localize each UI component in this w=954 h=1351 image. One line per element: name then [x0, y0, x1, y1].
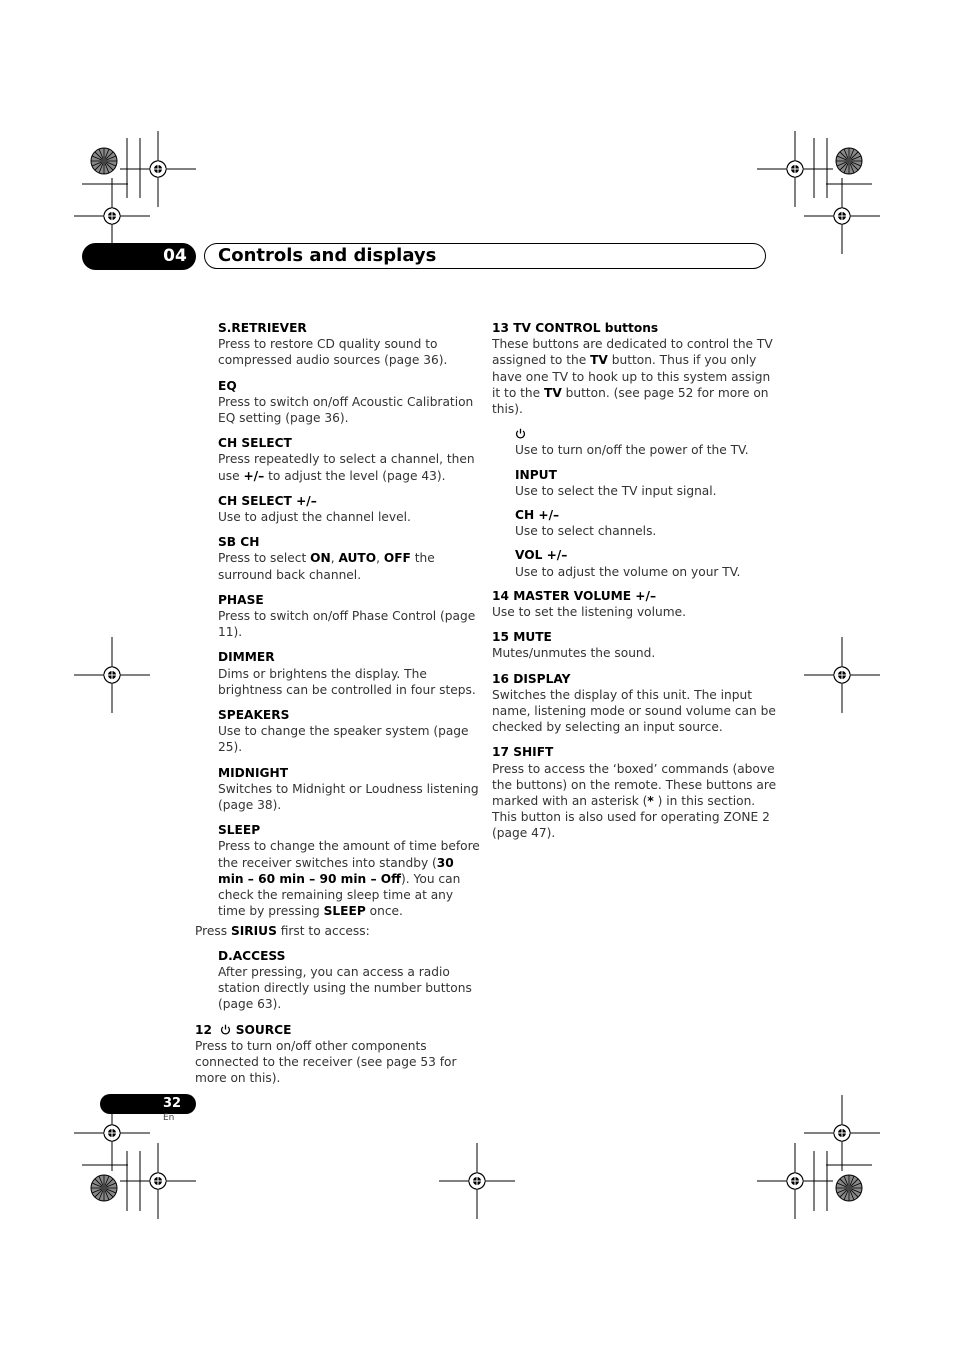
- entry-text: Press repeatedly to select a channel, then use +/– to adjust the level (page 43).: [218, 452, 475, 483]
- page-number: 32: [162, 1096, 182, 1111]
- entry-title: SB CH: [218, 535, 260, 550]
- entry-text: Dims or brightens the display. The brightness can be controlled in four steps.: [218, 666, 476, 697]
- entry-text: Use to select channels.: [515, 524, 657, 539]
- entry-eq: [218, 378, 480, 427]
- right-column: [492, 320, 777, 851]
- entry-title: 17 SHIFT: [492, 745, 554, 760]
- entry-text: These buttons are dedicated to control the TV assigned to the TV button. Thus if you only have one TV to hook up to this system assign it to the TV button. (see page 52 for more on this).: [492, 337, 773, 417]
- entry-tv-control: [492, 320, 777, 417]
- entry-title: 16 DISPLAY: [492, 671, 571, 686]
- entry-ch-select-plus-minus: [218, 493, 480, 525]
- entry-text: Press to change the amount of time before the receiver switches into standby (30 min – 60 min – 90 min – Off). You can check the remaining sleep time at any time by pressing SLEEP once.: [218, 839, 480, 919]
- power-icon: [220, 1024, 231, 1035]
- entry-title: EQ: [218, 378, 237, 393]
- entry-ch-select: [218, 435, 480, 484]
- entry-title: DIMMER: [218, 650, 275, 665]
- entry-text: Press to turn on/off other components connected to the receiver (see page 53 for more on this).: [195, 1038, 457, 1086]
- entry-title: INPUT: [515, 467, 557, 482]
- entry-sretriever: [218, 320, 480, 369]
- entry-shift: [492, 744, 777, 841]
- entry-midnight: [218, 765, 480, 814]
- entry-text: Use to set the listening volume.: [492, 605, 686, 620]
- entry-title: SLEEP: [218, 823, 261, 838]
- page-language: En: [163, 1113, 175, 1123]
- entry-text: Use to adjust the channel level.: [218, 510, 411, 525]
- entry-title: 15 MUTE: [492, 630, 552, 645]
- entry-title: MIDNIGHT: [218, 765, 289, 780]
- entry-title: VOL +/–: [515, 548, 568, 563]
- entry-master-volume: [492, 588, 777, 620]
- entry-text: After pressing, you can access a radio station directly using the number buttons (page 63).: [218, 964, 472, 1012]
- left-column: [195, 320, 480, 1095]
- entry-text: Press to access the ‘boxed’ commands (above the buttons) on the remote. These buttons are marked with an asterisk (* ) in this section. This button is also used for operating ZONE 2 (page 47).: [492, 761, 777, 841]
- entry-text: Switches to Midnight or Loudness listening (page 38).: [218, 781, 479, 813]
- entry-text: Use to change the speaker system (page 25).: [218, 724, 469, 755]
- chapter-title: Controls and displays: [218, 245, 437, 266]
- entry-tv-power: [515, 426, 777, 458]
- entry-sleep: [218, 822, 480, 919]
- entry-title: PHASE: [218, 592, 264, 607]
- press-sirius-note: Press SIRIUS first to access:: [195, 923, 370, 938]
- entry-title: SPEAKERS: [218, 708, 290, 723]
- entry-text: Use to turn on/off the power of the TV.: [515, 443, 749, 458]
- entry-text: Use to adjust the volume on your TV.: [515, 564, 741, 579]
- entry-text: Switches the display of this unit. The input name, listening mode or sound volume can be checked by selecting an input source.: [492, 687, 776, 735]
- entry-tv-vol: [515, 547, 777, 579]
- entry-tv-ch: [515, 507, 777, 539]
- entry-title: S.RETRIEVER: [218, 321, 307, 335]
- power-icon: [515, 428, 526, 439]
- entry-text: Press to switch on/off Acoustic Calibration EQ setting (page 36).: [218, 394, 474, 426]
- entry-title: 13 TV CONTROL buttons: [492, 321, 659, 335]
- entry-text: Use to select the TV input signal.: [515, 483, 717, 498]
- entry-title: D.ACCESS: [218, 948, 286, 963]
- entry-dimmer: [218, 649, 480, 698]
- entry-title: CH SELECT: [218, 436, 292, 451]
- entry-display: [492, 671, 777, 736]
- entry-source: [195, 1022, 480, 1087]
- entry-title: CH SELECT +/–: [218, 493, 317, 508]
- entry-text: Press to select ON, AUTO, OFF the surround back channel.: [218, 551, 435, 582]
- entry-title: CH +/–: [515, 508, 560, 523]
- entry-speakers: [218, 707, 480, 756]
- entry-daccess: [218, 948, 480, 1013]
- entry-phase: [218, 592, 480, 641]
- entry-title: 12 SOURCE: [195, 1022, 292, 1037]
- entry-title: 14 MASTER VOLUME +/–: [492, 588, 657, 603]
- entry-tv-input: [515, 467, 777, 499]
- entry-text: Press to restore CD quality sound to compressed audio sources (page 36).: [218, 337, 448, 368]
- entry-sb-ch: [218, 534, 480, 583]
- chapter-number: 04: [163, 246, 187, 266]
- entry-text: Mutes/unmutes the sound.: [492, 646, 656, 661]
- entry-text: Press to switch on/off Phase Control (page 11).: [218, 609, 476, 640]
- entry-mute: [492, 629, 777, 661]
